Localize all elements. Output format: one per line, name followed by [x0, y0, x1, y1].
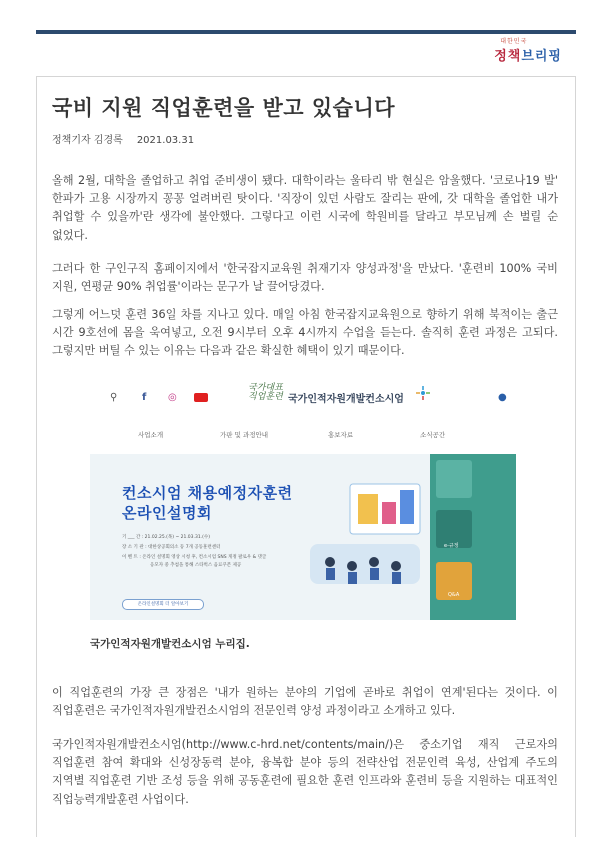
top-rule	[36, 30, 576, 34]
facebook-icon: f	[142, 392, 147, 403]
presentation-illustration	[290, 474, 430, 614]
article-byline	[52, 131, 194, 146]
logo-brand-a: 정책	[494, 49, 522, 64]
paragraph-1: 올해 2월, 대학을 졸업하고 취업 준비생이 됐다. 대학이라는 울타리 밖 현실은 암울했다. '코로나19 발' 한파가 고용 시장까지 꽁꽁 얼려버린 탓이다. '직장이 있던 사람도 잘리는 판에, 갓 대학을 졸업한 내가 취업할 수 있을까'란 생각에 불안했다. 그렇다고 이런 시국에 학원비를 달라고 부모님께 손 벌릴 순 없었다.	[52, 174, 558, 242]
logo-brand	[494, 49, 562, 64]
banner-site-name: 국가인적자원개발컨소시엄	[288, 394, 404, 405]
menu-item-news: 소식공간	[420, 431, 446, 439]
hero-more-button: 온라인설명회 더 알아보기	[122, 599, 204, 610]
hero-title-2: 온라인설명회	[122, 504, 212, 522]
sparkle-logo-icon	[416, 386, 430, 400]
publish-date: 2021.03.31	[136, 135, 195, 146]
hero-line-3: 이 벤 트 : 온라인 설명회 영상 시청 후, 컨소시엄 SNS 게정 팔로우 & 댓글	[122, 555, 267, 560]
menu-item-pr: 홍보자료	[328, 431, 354, 439]
paragraph-3: 그렇게 어느덧 훈련 36일 차를 지나고 있다. 매일 아침 한국잡지교육원으로 향하기 위해 북적이는 출근 시간 9호선에 몸을 욱여넣고, 오전 9시부터 오후 4시까지 수업을 듣는다. 솔직히 훈련 과정은 고되다. 그렇지만 버틸 수 있는 이유는 다음과 같은 확실한 혜택이 있기 때문이다.	[52, 308, 558, 358]
menu-item-guide: 가판 및 과정안내	[220, 431, 269, 439]
tile-label-eregulation: e-규정	[444, 543, 459, 549]
banner-slogan	[248, 384, 283, 402]
paragraph-4: 이 직업훈련의 가장 큰 장점은 '내가 원하는 분야의 기업에 곧바로 취업이 연계'된다는 것이다. 이 직업훈련은 국가인적자원개발컨소시엄의 전문인력 양성 과정이라고 소개하고 있다.	[52, 686, 558, 718]
hero-line-1: 기 ___ 간 : 21.02.25.(목) ~ 21.03.31.(수)	[122, 535, 210, 540]
image-caption: 국가인적자원개발컨소시엄 누리집.	[90, 638, 250, 650]
hero-title-1: 컨소시엄 채용예정자훈련	[122, 484, 293, 502]
author: 정책기자 김경록	[52, 135, 123, 146]
article-image	[90, 362, 516, 620]
menu-item-about: 사업소개	[138, 431, 164, 439]
globe-icon: ●	[498, 392, 507, 403]
paragraph-2: 그러다 한 구인구직 홈페이지에서 '한국잡지교육원 취재기자 양성과정'을 만났다. '훈련비 100% 국비 지원, 연평균 90% 취업률'이라는 문구가 날 끌어당겼다.	[52, 262, 558, 294]
hero-line-2: 장 소 기 관 : 대한상공회의소 등 7개 공동훈련센터	[122, 545, 221, 550]
banner-nav	[90, 362, 516, 410]
logo-brand-b: 브리핑	[521, 49, 562, 64]
article-title: 국비 지원 직업훈련을 받고 있습니다	[52, 96, 396, 120]
search-icon: ⚲	[110, 392, 118, 403]
youtube-icon	[194, 393, 208, 402]
banner-side-tiles	[430, 454, 516, 620]
slogan-line-1: 국가대표	[248, 383, 283, 393]
tile-label-qna: Q&A	[448, 592, 460, 598]
paragraph-5: 국가인적자원개발컨소시엄(http://www.c-hrd.net/contents/main/)은 중소기업 재직 근로자의 직업훈련 참여 확대와 신성장동력 분야, 융복합 분야 등의 전략산업 전문인력 육성, 산업계 주도의 지역별 직업훈련 기반 조성 등을 위해 공동훈련에 필요한 훈련 인프라와 훈련비 등을 지원하는 대표적인 직업능력개발훈련 사업이다.	[52, 738, 558, 806]
hero-line-4: 응모자 중 추첨을 통해 스타벅스 음료쿠폰 제공	[150, 563, 242, 568]
site-logo[interactable]	[494, 36, 562, 64]
instagram-icon: ◎	[168, 392, 177, 403]
logo-country-text: 대한민국	[500, 38, 528, 45]
tile-1	[436, 460, 472, 498]
slogan-line-2: 직업훈련	[248, 392, 283, 402]
